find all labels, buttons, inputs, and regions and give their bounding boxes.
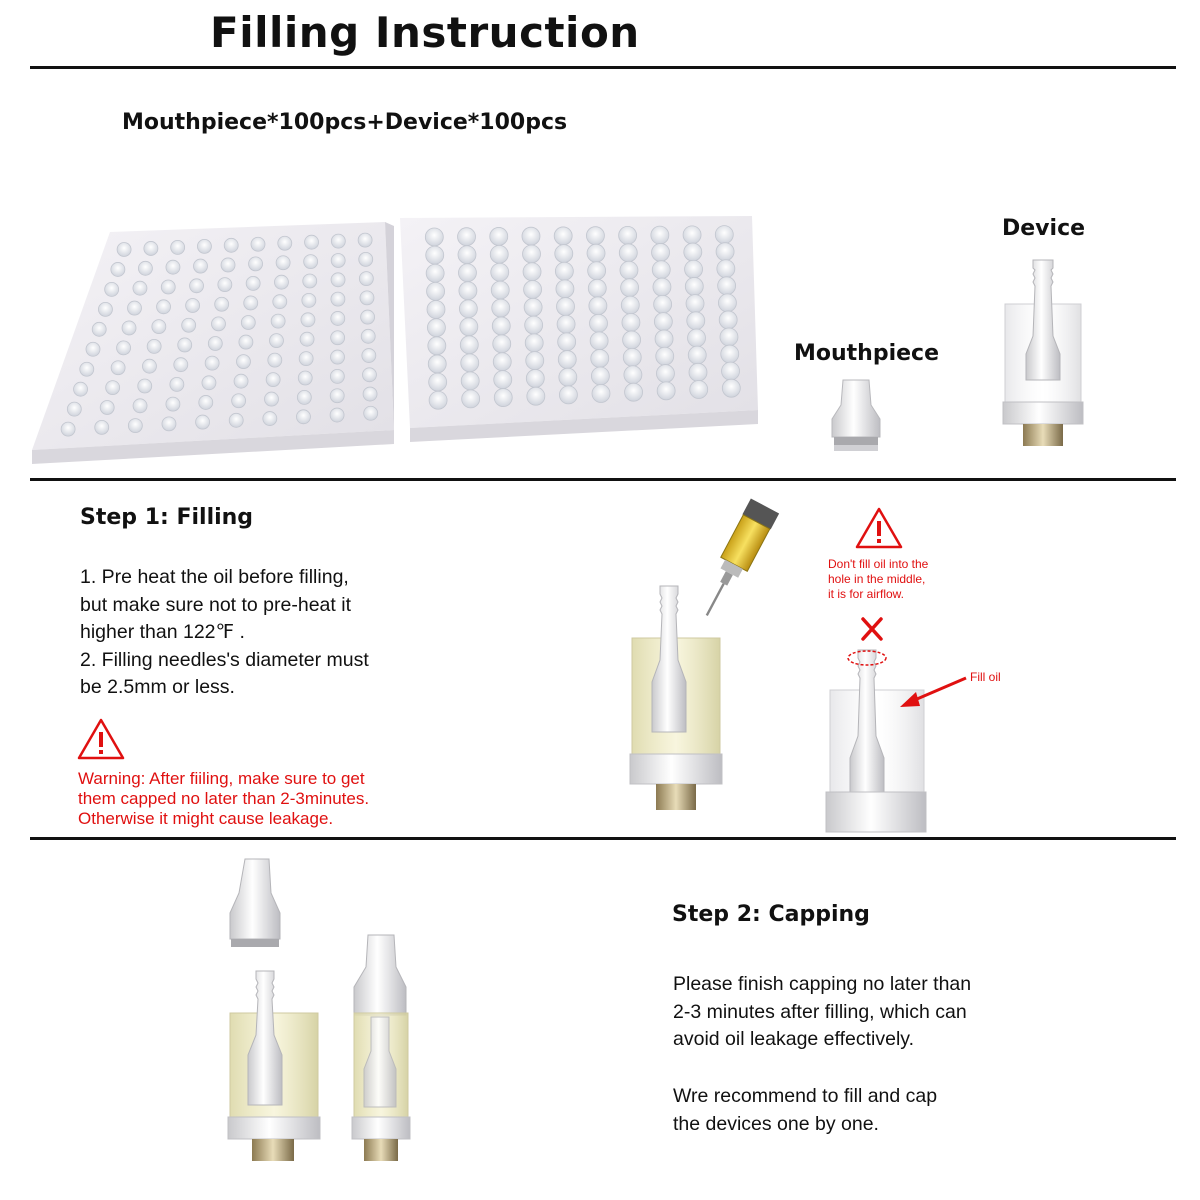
tray-slot <box>718 277 736 295</box>
tray-slot <box>427 282 445 300</box>
tray-slot <box>558 333 576 351</box>
tray-slot <box>590 332 608 350</box>
device-label: Device <box>1002 216 1086 241</box>
tray-slot <box>490 245 508 263</box>
airflow-annotation <box>828 557 928 602</box>
tray-slot <box>426 246 444 264</box>
tray-slot <box>111 262 125 276</box>
tray-slot <box>171 240 185 254</box>
tray-slot <box>524 298 542 316</box>
tray-slot <box>359 252 373 266</box>
device-image <box>998 256 1098 456</box>
tray-slot <box>686 295 704 313</box>
tray-slot <box>117 341 131 355</box>
tray-slot <box>690 381 708 399</box>
tray-slot <box>652 261 670 279</box>
tray-slot <box>330 389 344 403</box>
tray-slot <box>621 296 639 314</box>
tray-slot <box>527 387 545 405</box>
tray-slot <box>190 279 204 293</box>
tray-slot <box>278 236 292 250</box>
tray-slot <box>554 227 572 245</box>
section-divider-2 <box>30 837 1176 840</box>
tray-slot <box>331 331 345 345</box>
package-contents: Mouthpiece*100pcs+Device*100pcs <box>122 110 568 135</box>
fill-oil-label: Fill oil <box>970 670 1001 684</box>
tray-slot <box>719 311 737 329</box>
tray-slot <box>654 295 672 313</box>
tray-slot <box>331 273 345 287</box>
tray-slot <box>459 282 477 300</box>
tray-slot <box>138 379 152 393</box>
tray-slot <box>266 373 280 387</box>
tray-slot <box>364 406 378 420</box>
warning-line: them capped no later than 2-3minutes. <box>78 789 370 808</box>
tray-slot <box>251 237 265 251</box>
tray-slot <box>619 226 637 244</box>
step1-line: higher than 122℉ . <box>80 621 245 643</box>
tray-slot <box>305 235 319 249</box>
tray-slot <box>117 242 131 256</box>
tray-slot <box>67 402 81 416</box>
tray-slot <box>491 263 509 281</box>
tray-slot <box>186 299 200 313</box>
tray-slot <box>264 392 278 406</box>
tray-slot <box>361 329 375 343</box>
annotation-line: it is for airflow. <box>828 587 905 601</box>
section-divider-1 <box>30 478 1176 481</box>
tray-slot <box>526 369 544 387</box>
tray-slot <box>460 318 478 336</box>
tray-slot <box>683 226 701 244</box>
tray-slot <box>239 335 253 349</box>
tray-slot <box>301 313 315 327</box>
tray-slot <box>268 353 282 367</box>
tray-slot <box>331 311 345 325</box>
tray-slot <box>138 261 152 275</box>
tray-slot <box>556 280 574 298</box>
tray-slot <box>80 362 94 376</box>
tray-slot <box>558 351 576 369</box>
tray-slot <box>655 330 673 348</box>
tray-slot <box>427 301 445 319</box>
tray-slot <box>523 263 541 281</box>
tray-slot <box>98 302 112 316</box>
tray-slot <box>525 316 543 334</box>
tray-slot <box>202 376 216 390</box>
step2-paragraph2 <box>673 1083 937 1138</box>
capping-illustration <box>218 855 458 1165</box>
tray-slot <box>653 278 671 296</box>
tray-slot <box>592 385 610 403</box>
tray-slot <box>122 321 136 335</box>
tray-slot <box>271 314 285 328</box>
annotation-line: Don't fill oil into the <box>828 557 929 571</box>
tray-slot <box>461 372 479 390</box>
tray-slot <box>359 272 373 286</box>
step1-instructions <box>80 564 369 702</box>
tray-slot <box>152 320 166 334</box>
tray-slot <box>162 417 176 431</box>
tray-slot <box>622 314 640 332</box>
step2-paragraph1 <box>673 971 971 1054</box>
tray-slot <box>656 365 674 383</box>
tray-slot <box>331 253 345 267</box>
tray-slot <box>428 337 446 355</box>
tray-slot <box>331 292 345 306</box>
tray-slot <box>524 281 542 299</box>
tray-slot <box>147 339 161 353</box>
tray-slot <box>526 352 544 370</box>
step2-line: Please finish capping no later than <box>673 973 972 995</box>
annotation-line: hole in the middle, <box>828 572 926 586</box>
step2-line: avoid oil leakage effectively. <box>673 1028 915 1050</box>
tray-slot <box>303 274 317 288</box>
tray-slot <box>492 299 510 317</box>
tray-slot <box>491 281 509 299</box>
tray-slot <box>296 410 310 424</box>
warning-line: Warning: After fiiling, make sure to get <box>78 769 365 788</box>
tray-slot <box>685 260 703 278</box>
tray-slot <box>234 374 248 388</box>
tray-slot <box>651 226 669 244</box>
tray-slot <box>687 312 705 330</box>
tray-slot <box>95 420 109 434</box>
tray-slot <box>249 257 263 271</box>
tray-slot <box>559 386 577 404</box>
tray-slot <box>586 227 604 245</box>
tray-slot <box>215 297 229 311</box>
step2-line: 2-3 minutes after filling, which can <box>673 1000 967 1023</box>
tray-slot <box>196 415 210 429</box>
tray-slot <box>425 228 443 246</box>
tray-slot <box>688 346 706 364</box>
tray-slot <box>624 366 642 384</box>
warning-text <box>78 769 369 829</box>
tray-slot <box>619 244 637 262</box>
tray-slot <box>157 300 171 314</box>
tray-slot <box>654 313 672 331</box>
tray-slot <box>358 233 372 247</box>
tray-slot <box>174 358 188 372</box>
tray-slot <box>166 260 180 274</box>
tray-slot <box>716 243 734 261</box>
tray-slot <box>92 322 106 336</box>
tray-slot <box>492 317 510 335</box>
tray-slot <box>523 245 541 263</box>
step1-line: but make sure not to pre-heat it <box>80 593 351 616</box>
tray-slot <box>494 389 512 407</box>
tray-slot <box>555 245 573 263</box>
tray-slot <box>494 371 512 389</box>
tray-slot <box>363 387 377 401</box>
tray-slot <box>142 359 156 373</box>
tray-slot <box>304 255 318 269</box>
tray-slot <box>685 277 703 295</box>
tray-slot <box>458 264 476 282</box>
tray-slot <box>161 280 175 294</box>
tray-slot <box>722 379 740 397</box>
tray-slot <box>144 241 158 255</box>
tray-slot <box>426 264 444 282</box>
tray-slot <box>86 342 100 356</box>
step1-title: Step 1: Filling <box>80 505 254 530</box>
tray-slot <box>557 298 575 316</box>
tray-slot <box>218 278 232 292</box>
tray-slot <box>74 382 88 396</box>
tray-slot <box>199 395 213 409</box>
tray-slot <box>182 318 196 332</box>
tray-slot <box>722 362 740 380</box>
tray-slot <box>429 373 447 391</box>
tray-slot <box>555 262 573 280</box>
tray-slot <box>591 349 609 367</box>
device-tray <box>400 216 758 442</box>
tray-slot <box>623 348 641 366</box>
tray-slot <box>590 314 608 332</box>
tray-slot <box>263 412 277 426</box>
tray-slot <box>688 329 706 347</box>
tray-slot <box>656 347 674 365</box>
tray-slot <box>246 276 260 290</box>
tray-slot <box>625 383 643 401</box>
step1-line: 2. Filling needles's diameter must <box>80 648 369 671</box>
tray-slot <box>458 246 476 264</box>
tray-slot <box>720 328 738 346</box>
tray-slot <box>299 352 313 366</box>
tray-slot <box>302 293 316 307</box>
tray-slot <box>721 345 739 363</box>
tray-slot <box>111 361 125 375</box>
tray-slot <box>297 390 311 404</box>
tray-slot <box>620 261 638 279</box>
tray-slot <box>330 408 344 422</box>
tray-slot <box>166 397 180 411</box>
tray-slot <box>461 354 479 372</box>
tray-slot <box>591 367 609 385</box>
tray-slot <box>623 331 641 349</box>
tray-slot <box>269 334 283 348</box>
tray-slot <box>427 319 445 337</box>
tray-slot <box>128 419 142 433</box>
tray-slot <box>458 228 476 246</box>
tray-slot <box>557 315 575 333</box>
tray-slot <box>362 368 376 382</box>
tray-slot <box>460 336 478 354</box>
tray-slot <box>331 234 345 248</box>
tray-slot <box>236 355 250 369</box>
tray-slot <box>193 259 207 273</box>
tray-slot <box>170 377 184 391</box>
tray-slot <box>300 332 314 346</box>
tray-slot <box>361 310 375 324</box>
tray-slot <box>360 291 374 305</box>
page-title: Filling Instruction <box>210 8 640 57</box>
tray-slot <box>657 382 675 400</box>
tray-slot <box>588 279 606 297</box>
tray-slot <box>197 239 211 253</box>
tray-slot <box>276 256 290 270</box>
tray-slot <box>429 391 447 409</box>
tray-slot <box>105 282 119 296</box>
tray-slot <box>232 394 246 408</box>
step2-title: Step 2: Capping <box>672 902 870 927</box>
warning-line: Otherwise it might cause leakage. <box>78 809 334 828</box>
step2-line: Wre recommend to fill and cap <box>673 1085 938 1107</box>
warning-triangle-icon <box>854 506 904 550</box>
tray-slot <box>588 262 606 280</box>
tray-slot <box>241 316 255 330</box>
tray-slot <box>178 338 192 352</box>
tray-slot <box>229 413 243 427</box>
tray-slot <box>621 279 639 297</box>
tray-slot <box>587 244 605 262</box>
tray-slot <box>298 371 312 385</box>
tray-slot <box>133 281 147 295</box>
tray-slot <box>208 337 222 351</box>
tray-slot <box>133 399 147 413</box>
tray-slot <box>61 422 75 436</box>
step2-line: the devices one by one. <box>673 1112 879 1135</box>
tray-slot <box>127 301 141 315</box>
mouthpiece-image <box>820 375 900 455</box>
tray-slot <box>362 349 376 363</box>
tray-slot <box>525 334 543 352</box>
tray-slot <box>224 238 238 252</box>
tray-slot <box>559 368 577 386</box>
mouthpiece-label: Mouthpiece <box>794 341 940 366</box>
tray-slot <box>330 369 344 383</box>
tray-slot <box>684 243 702 261</box>
tray-slot <box>689 363 707 381</box>
tray-slot <box>717 260 735 278</box>
tray-slot <box>459 300 477 318</box>
tray-slot <box>221 258 235 272</box>
tray-slot <box>211 317 225 331</box>
tray-slot <box>428 355 446 373</box>
tray-slot <box>652 243 670 261</box>
tray-slot <box>244 296 258 310</box>
cross-icon <box>860 616 884 642</box>
tray-slot <box>205 356 219 370</box>
tray-slot <box>330 350 344 364</box>
tray-slot <box>490 227 508 245</box>
mouthpiece-tray <box>32 222 394 464</box>
tray-slot <box>462 390 480 408</box>
warning-triangle-icon <box>76 717 126 761</box>
step1-line: be 2.5mm or less. <box>80 676 235 698</box>
tray-slot <box>106 381 120 395</box>
tray-slot <box>274 275 288 289</box>
tray-slot <box>522 227 540 245</box>
tray-slot <box>273 295 287 309</box>
tray-slot <box>589 297 607 315</box>
tray-slot <box>715 226 733 244</box>
step1-line: 1. Pre heat the oil before filling, <box>80 566 349 588</box>
tray-slot <box>718 294 736 312</box>
tray-slot <box>493 353 511 371</box>
tray-slot <box>100 400 114 414</box>
tray-slot <box>493 335 511 353</box>
